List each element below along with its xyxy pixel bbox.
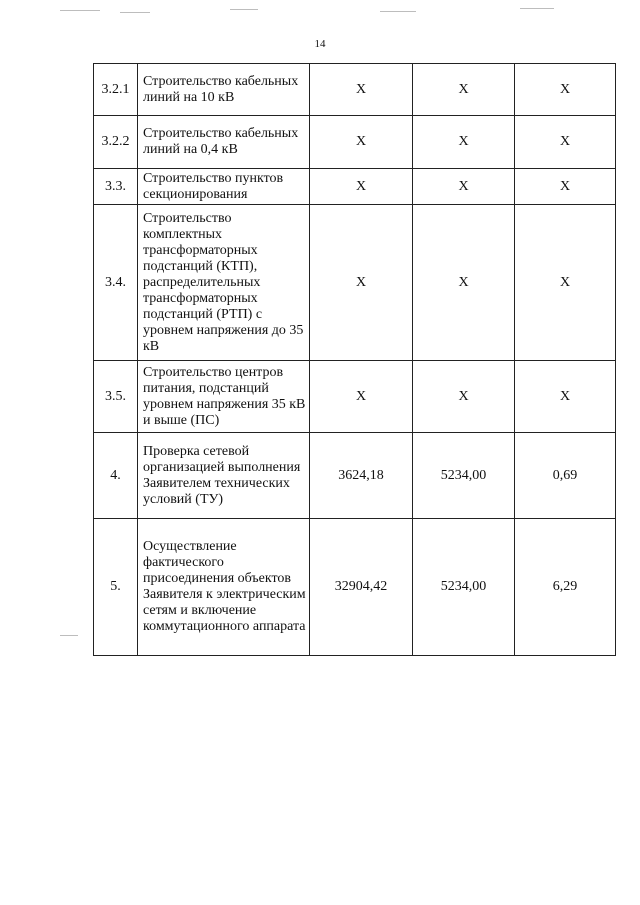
row-name: Строительство центров питания, подстанций уровнем напряжения 35 кВ и выше (ПС) — [138, 361, 310, 433]
table-row — [94, 169, 616, 205]
row-value-1: Х — [310, 116, 413, 169]
row-value-3: Х — [515, 64, 616, 116]
row-number: 5. — [94, 519, 138, 656]
table-row — [94, 433, 616, 519]
row-value-2: Х — [413, 169, 515, 205]
scan-artifact — [120, 12, 150, 13]
row-number: 3.5. — [94, 361, 138, 433]
row-name: Строительство кабельных линий на 0,4 кВ — [138, 116, 310, 169]
row-number: 4. — [94, 433, 138, 519]
row-value-2: Х — [413, 116, 515, 169]
scan-artifact — [60, 10, 100, 11]
row-value-1: Х — [310, 205, 413, 361]
row-number: 3.2.2 — [94, 116, 138, 169]
table-row — [94, 116, 616, 169]
row-value-3: 0,69 — [515, 433, 616, 519]
row-value-3: Х — [515, 361, 616, 433]
table-row — [94, 64, 616, 116]
row-value-3: 6,29 — [515, 519, 616, 656]
page-number: 14 — [314, 38, 326, 50]
table-row — [94, 361, 616, 433]
table-row — [94, 519, 616, 656]
scan-artifact — [380, 11, 416, 12]
row-name: Строительство комплектных трансформаторных подстанций (КТП), распределительных трансформаторных подстанций (РТП) с уровнем напряжения до 35 кВ — [138, 205, 310, 361]
row-name: Осуществление фактического присоединения объектов Заявителя к электрическим сетям и включение коммутационного аппарата — [138, 519, 310, 656]
row-value-2: Х — [413, 361, 515, 433]
row-name: Строительство кабельных линий на 10 кВ — [138, 64, 310, 116]
row-value-1: 32904,42 — [310, 519, 413, 656]
cost-table — [93, 63, 615, 656]
row-name: Проверка сетевой организацией выполнения Заявителем технических условий (ТУ) — [138, 433, 310, 519]
scan-artifact — [60, 635, 78, 636]
row-number: 3.3. — [94, 169, 138, 205]
row-name: Строительство пунктов секционирования — [138, 169, 310, 205]
table-row — [94, 205, 616, 361]
row-value-1: Х — [310, 169, 413, 205]
row-number: 3.2.1 — [94, 64, 138, 116]
scan-artifact — [520, 8, 554, 9]
row-value-3: Х — [515, 205, 616, 361]
row-value-1: Х — [310, 361, 413, 433]
cost-table-grid — [93, 63, 616, 656]
row-value-2: Х — [413, 64, 515, 116]
row-value-1: Х — [310, 64, 413, 116]
scan-artifact — [230, 9, 258, 10]
row-value-2: 5234,00 — [413, 433, 515, 519]
row-number: 3.4. — [94, 205, 138, 361]
row-value-2: 5234,00 — [413, 519, 515, 656]
row-value-2: Х — [413, 205, 515, 361]
row-value-3: Х — [515, 169, 616, 205]
row-value-1: 3624,18 — [310, 433, 413, 519]
row-value-3: Х — [515, 116, 616, 169]
